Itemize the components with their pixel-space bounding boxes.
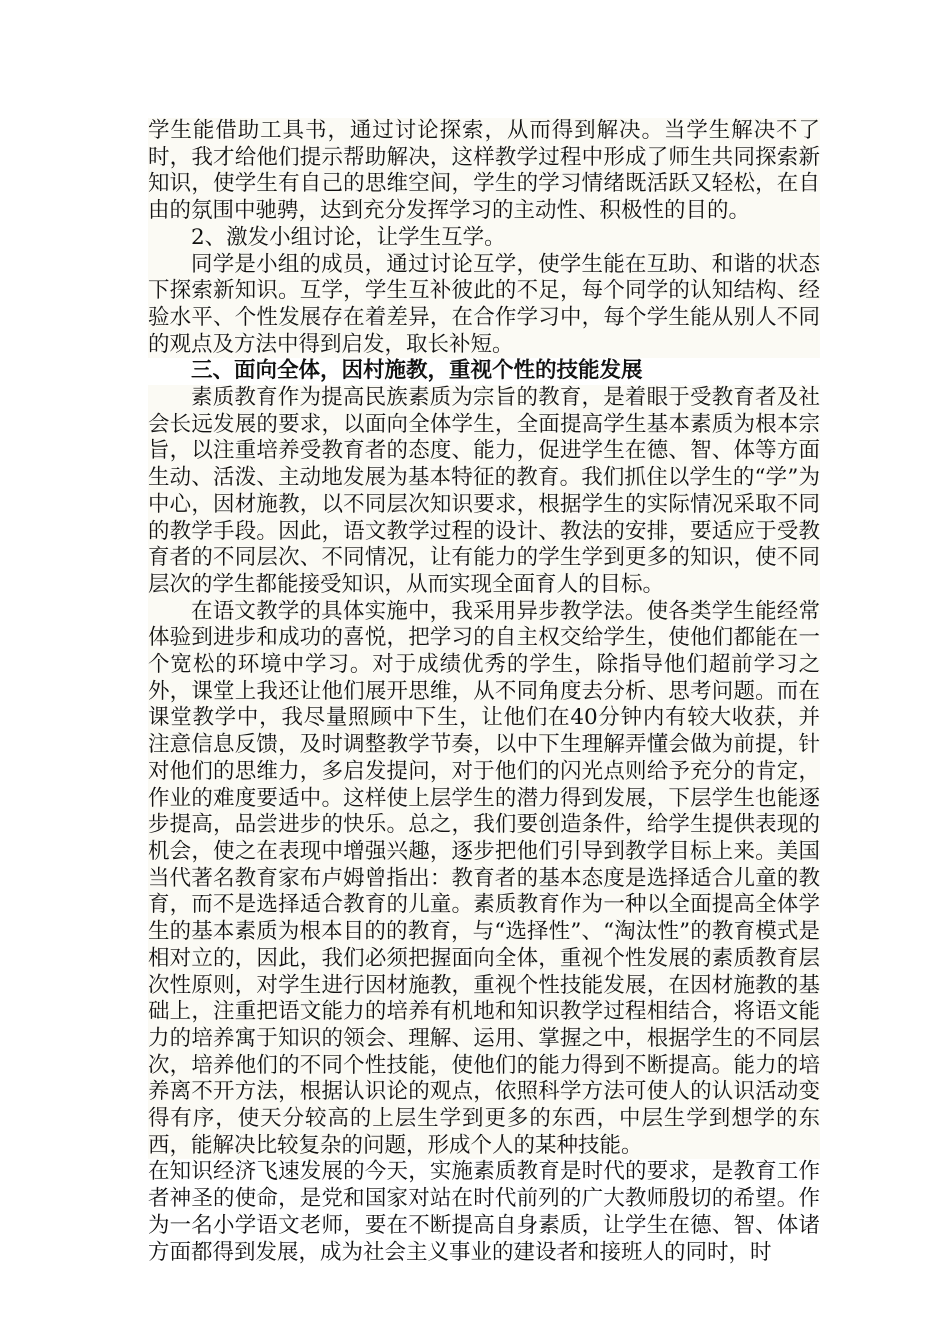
paragraph-exploration-summary: 学生能借助工具书，通过讨论探索，从而得到解决。当学生解决不了时，我才给他们提示帮助解决，这样教学过程中形成了师生共同探索新知识，使学生有自己的思维空间，学生的学习情绪既活跃又轻松，在自由的氛围中驰骋，达到充分发挥学习的主动性、积极性的目的。: [148, 118, 820, 224]
paragraph-subheading-group-discussion: 2、激发小组讨论，让学生互学。: [148, 225, 820, 252]
section-heading-three: 三、面向全体，因村施教，重视个性的技能发展: [191, 358, 643, 384]
paragraph-async-teaching: 在语文教学的具体实施中，我采用异步教学法。使各类学生能经常体验到进步和成功的喜悦，把学习的自主权交给学生，使他们都能在一个宽松的环境中学习。对于成绩优秀的学生，除指导他们超前学习之外，课堂上我还让他们展开思维，从不同角度去分析、思考问题。而在课堂教学中，我尽量照顾中下生，让他们在40分钟内有较大收获，并注意信息反馈，及时调整教学节奏，以中下生理解弄懂会做为前提，针对他们的思维力，多启发提问，对于他们的闪光点则给予充分的肯定，作业的难度要适中。这样使上层学生的潜力得到发展，下层学生也能逐步提高，品尝进步的快乐。总之，我们要创造条件，给学生提供表现的机会，使之在表现中增强兴趣，逐步把他们引导到教学目标上来。美国当代著名教育家布卢姆曾指出：教育者的基本态度是选择适合儿童的教育，而不是选择适合教育的儿童。素质教育作为一种以全面提高全体学生的基本素质为根本目的的教育，与“选择性”、“淘汰性”的教育模式是相对立的，因此，我们必须把握面向全体，重视个性发展的素质教育层次性原则，对学生进行因材施教，重视个性技能发展，在因材施教的基础上，注重把语文能力的培养有机地和知识教学过程相结合，将语文能力的培养寓于知识的领会、理解、运用、掌握之中，根据学生的不同层次，培养他们的不同个性技能，使他们的能力得到不断提高。能力的培养离不开方法，根据认识论的观点，依照科学方法可使人的认识活动变得有序，使天分较高的上层生学到更多的东西，中层生学到想学的东西，能解决比较复杂的问题，形成个人的某种技能。: [148, 598, 820, 1158]
paragraph-peer-learning: 同学是小组的成员，通过讨论互学，使学生能在互助、和谐的状态下探索新知识。互学，学生互补彼此的不足，每个同学的认知结构、经验水平、个性发展存在着差异，在合作学习中，每个学生能从别人不同的观点及方法中得到启发，取长补短。: [148, 251, 820, 357]
paragraph-knowledge-economy: 在知识经济飞速发展的今天，实施素质教育是时代的要求，是教育工作者神圣的使命，是党和国家对站在时代前列的广大教师殷切的希望。作为一名小学语文老师，要在不断提高自身素质，让学生在德、智、体诸方面都得到发展，成为社会主义事业的建设者和接班人的同时，时: [148, 1159, 820, 1265]
paragraph-quality-education: 素质教育作为提高民族素质为宗旨的教育，是着眼于受教育者及社会长远发展的要求，以面向全体学生，全面提高学生基本素质为根本宗旨，以注重培养受教育者的态度、能力，促进学生在德、智、体等方面生动、活泼、主动地发展为基本特征的教育。我们抓住以学生的“学”为中心，因材施教，以不同层次知识要求，根据学生的实际情况采取不同的教学手段。因此，语文教学过程的设计、教法的安排，要适应于受教育者的不同层次、不同情况，让有能力的学生学到更多的知识，使不同层次的学生都能接受知识，从而实现全面育人的目标。: [148, 385, 820, 597]
document-page: [148, 118, 820, 1266]
